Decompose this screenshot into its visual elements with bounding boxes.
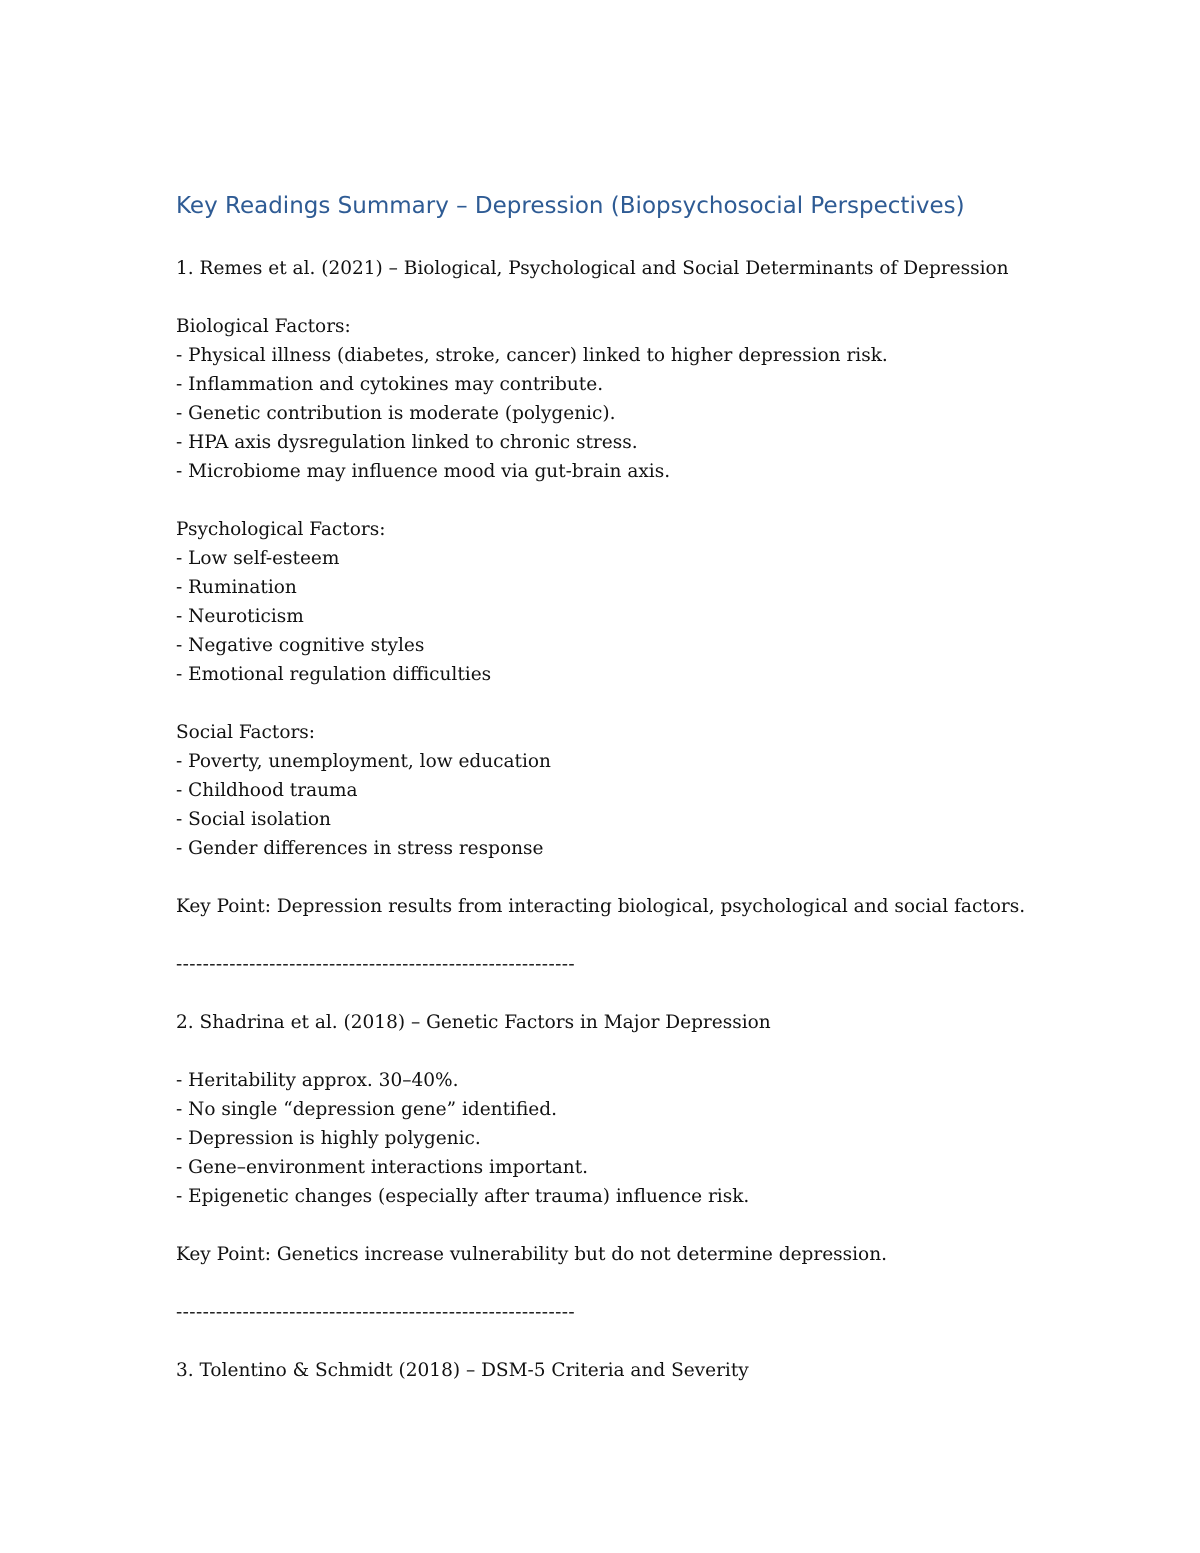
group-label: Social Factors: [176,722,316,743]
list-item: - Microbiome may influence mood via gut-brain axis. [176,461,671,482]
key-point: Key Point: Genetics increase vulnerability but do not determine depression. [176,1244,887,1265]
section-heading: 3. Tolentino & Schmidt (2018) – DSM-5 Criteria and Severity [176,1360,749,1381]
group-label: Psychological Factors: [176,519,386,540]
list-item: - Physical illness (diabetes, stroke, cancer) linked to higher depression risk. [176,345,888,366]
list-item: - Epigenetic changes (especially after trauma) influence risk. [176,1186,750,1207]
spacer [176,863,1076,892]
separator-line: ------------------------------------------------------------ [176,954,576,975]
list-item: - Childhood trauma [176,780,358,801]
spacer [176,1211,1076,1240]
list-item: - Low self-esteem [176,548,340,569]
list-item: - Gene–environment interactions important. [176,1157,589,1178]
list-item: - Gender differences in stress response [176,838,544,859]
spacer [176,979,1076,1008]
list-item: - Genetic contribution is moderate (polygenic). [176,403,616,424]
list-item: - No single “depression gene” identified. [176,1099,557,1120]
separator-line: ------------------------------------------------------------ [176,1302,576,1323]
list-item: - Rumination [176,577,297,598]
list-item: - Heritability approx. 30–40%. [176,1070,459,1091]
section-heading: 1. Remes et al. (2021) – Biological, Psychological and Social Determinants of Depression [176,258,1009,279]
document-body [176,190,1076,1385]
spacer [176,486,1076,515]
list-item: - Negative cognitive styles [176,635,425,656]
spacer [176,689,1076,718]
spacer [176,283,1076,312]
spacer [176,1037,1076,1066]
spacer [176,921,1076,950]
spacer [176,1269,1076,1298]
list-item: - Emotional regulation difficulties [176,664,492,685]
list-item: - Depression is highly polygenic. [176,1128,481,1149]
list-item: - Poverty, unemployment, low education [176,751,551,772]
list-item: - Neuroticism [176,606,304,627]
spacer [176,1327,1076,1356]
list-item: - Inflammation and cytokines may contribute. [176,374,604,395]
section-heading: 2. Shadrina et al. (2018) – Genetic Factors in Major Depression [176,1012,771,1033]
document-title: Key Readings Summary – Depression (Biopsychosocial Perspectives) [176,193,965,219]
list-item: - HPA axis dysregulation linked to chronic stress. [176,432,638,453]
group-label: Biological Factors: [176,316,351,337]
list-item: - Social isolation [176,809,331,830]
key-point: Key Point: Depression results from interacting biological, psychological and social factors. [176,896,1026,917]
